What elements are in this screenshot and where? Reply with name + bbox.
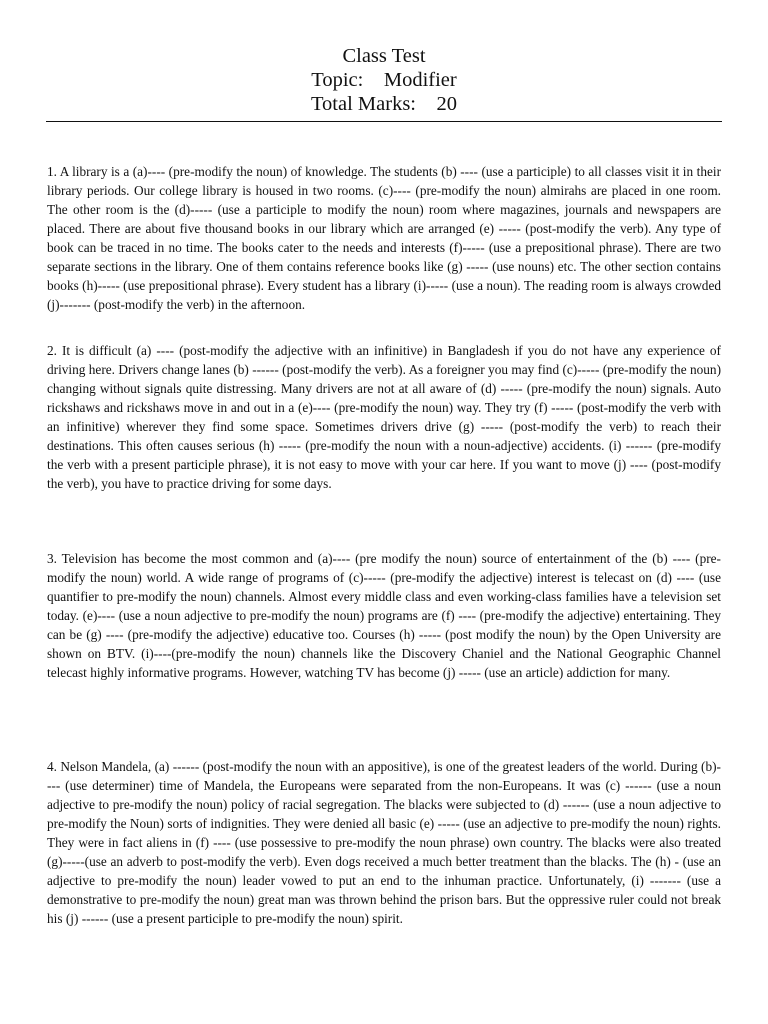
header-divider	[46, 121, 722, 122]
test-total-marks: Total Marks: 20	[310, 93, 458, 115]
question-1-paragraph: 1. A library is a (a)---- (pre-modify the noun) of knowledge. The students (b) ---- (use a participle) to all classes visit it in their library periods. Our college library is housed in two rooms. (c)---- (pre-modify the noun) almirahs are placed in one room. The other room is the (d)----- (use a participle to modify the noun) room where magazines, journals and newspapers are placed. There are about five thousand books in our library which are arranged (e) ----- (post-modify the verb). Any type of book can be traced in no time. The books cater to the needs and interests (f)----- (use a prepositional phrase). There are two separate sections in the library. One of them contains reference books like (g) ----- (use nouns) etc. The other section contains books (h)----- (use prepositional phrase). Every student has a library (i)----- (use a noun). The reading room is always crowded (j)------- (post-modify the verb) in the afternoon.	[47, 164, 721, 313]
question-3-paragraph: 3. Television has become the most common and (a)---- (pre modify the noun) source of entertainment of the (b) ---- (pre-modify the noun) world. A wide range of programs of (c)----- (pre-modify the adjective) interest is telecast on (d) ---- (use quantifier to pre-modify the noun) channels. Almost every middle class and even working-class families have a television set today. (e)---- (use a noun adjective to pre-modify the noun) programs are (f) ---- (pre-modify the adjective) entertaining. They can be (g) ---- (pre-modify the adjective) educative too. Courses (h) ----- (post modify the noun) by the Open University are shown on BTV. (i)----(pre-modify the noun) channels like the Discovery Chaniel and the National Geographic Channel telecast highly informative programs. However, watching TV has become (j) ----- (use an article) addiction for many.	[47, 551, 721, 681]
test-title: Class Test	[342, 45, 426, 67]
question-4-paragraph: 4. Nelson Mandela, (a) ------ (post-modify the noun with an appositive), is one of the greatest leaders of the world. During (b)---- (use determiner) time of Mandela, the Europeans were separated from the non-Europeans. It was (c) ------ (use a noun adjective to pre-modify the noun) policy of racial segregation. The blacks were subjected to (d) ------ (use a noun adjective to pre-modify the Noun) sorts of indignities. They were denied all basic (e) ----- (use an adjective to pre-modify the noun) rights. They were in fact aliens in (f) ---- (use possessive to pre-modify the noun phrase) own country. The blacks were also treated (g)-----(use an adverb to post-modify the verb). Even dogs received a much better treatment than the blacks. The (h) - (use an adjective to pre-modify the noun) leader vowed to put an end to the inhuman practice. Unfortunately, (i) ------- (use a demonstrative to pre-modify the noun) great man was thrown behind the prison bars. But the oppressive ruler could not break his (j) ------ (use a present participle to pre-modify the noun) spirit.	[47, 759, 721, 927]
test-header	[0, 0, 768, 116]
test-topic: Topic: Modifier	[311, 69, 457, 91]
question-2-paragraph: 2. It is difficult (a) ---- (post-modify the adjective with an infinitive) in Bangladesh if you do not have any experience of driving here. Drivers change lanes (b) ------ (post-modify the verb). As a foreigner you may find (c)----- (pre-modify the noun) changing without signals quite distressing. Many drivers are not at all aware of (d) ----- (pre-modify the noun) signals. Auto rickshaws and rickshaws move in and out in a (e)---- (pre-modify the noun) way. They try (f) ----- (post-modify the verb with an infinitive) wherever they find some space. Sometimes drivers drive (g) ----- (post-modify the verb) to reach their destinations. This often causes serious (h) ----- (pre-modify the noun with a noun-adjective) accidents. (i) ------ (pre-modify the verb with a present participle phrase), it is not easy to move with your car here. If you want to move (j) ---- (post-modify the verb), you have to practice driving for some days.	[47, 343, 721, 492]
